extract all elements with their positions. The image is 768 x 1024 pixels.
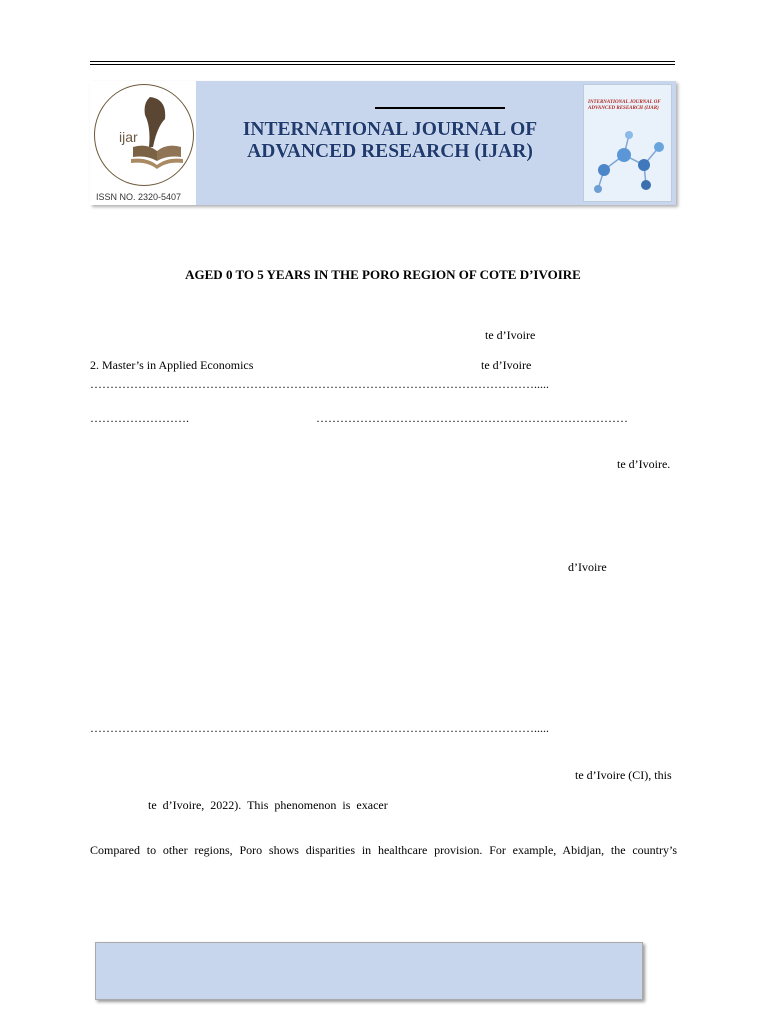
journal-cover-thumbnail [583, 84, 672, 202]
molecule-icon [584, 85, 672, 202]
dotted-separator: …………………………………………………………………………………………………..... [90, 377, 549, 391]
issn-label: ISSN NO. 2320-5407 [96, 192, 182, 202]
logo-panel [90, 81, 196, 205]
article-title: AGED 0 TO 5 YEARS IN THE PORO REGION OF COTE D’IVOIRE [185, 267, 581, 282]
abstract-fragment-1: te d’Ivoire. [617, 457, 671, 471]
top-rule-2 [90, 64, 675, 65]
affiliation-2-tail: te d’Ivoire [481, 358, 532, 372]
ijar-logo [94, 84, 194, 186]
dotted-right: …………………………………………………………………… [316, 411, 628, 425]
affiliation-1-tail: te d’Ivoire [485, 328, 536, 342]
title-bar [375, 107, 505, 109]
abstract-fragment-2: d’Ivoire [568, 560, 607, 574]
cover-title: INTERNATIONAL JOURNAL OF ADVANCED RESEARCH (IJAR) [588, 100, 661, 111]
intro-line-2: te d’Ivoire, 2022). This phenomenon is exacer [148, 798, 388, 812]
footer-box [95, 942, 643, 1000]
book-quill-icon [95, 85, 195, 187]
dotted-short-left: ……………………. [90, 411, 189, 425]
journal-title-line1: INTERNATIONAL JOURNAL OF [242, 119, 538, 140]
intro-line-1-tail: te d’Ivoire (CI), this [575, 768, 672, 782]
intro-paragraph: Compared to other regions, Poro shows disparities in healthcare provision. For example, Abidjan, the country’s [90, 843, 677, 857]
dotted-separator-2: …………………………………………………………………………………………………..... [90, 721, 549, 735]
affiliation-2: 2. Master’s in Applied Economics [90, 358, 254, 372]
journal-banner [90, 81, 676, 205]
journal-title-line2: ADVANCED RESEARCH (IJAR) [247, 141, 533, 162]
journal-title [200, 119, 580, 163]
logo-text: ijar [119, 129, 138, 145]
top-rule [90, 61, 675, 62]
